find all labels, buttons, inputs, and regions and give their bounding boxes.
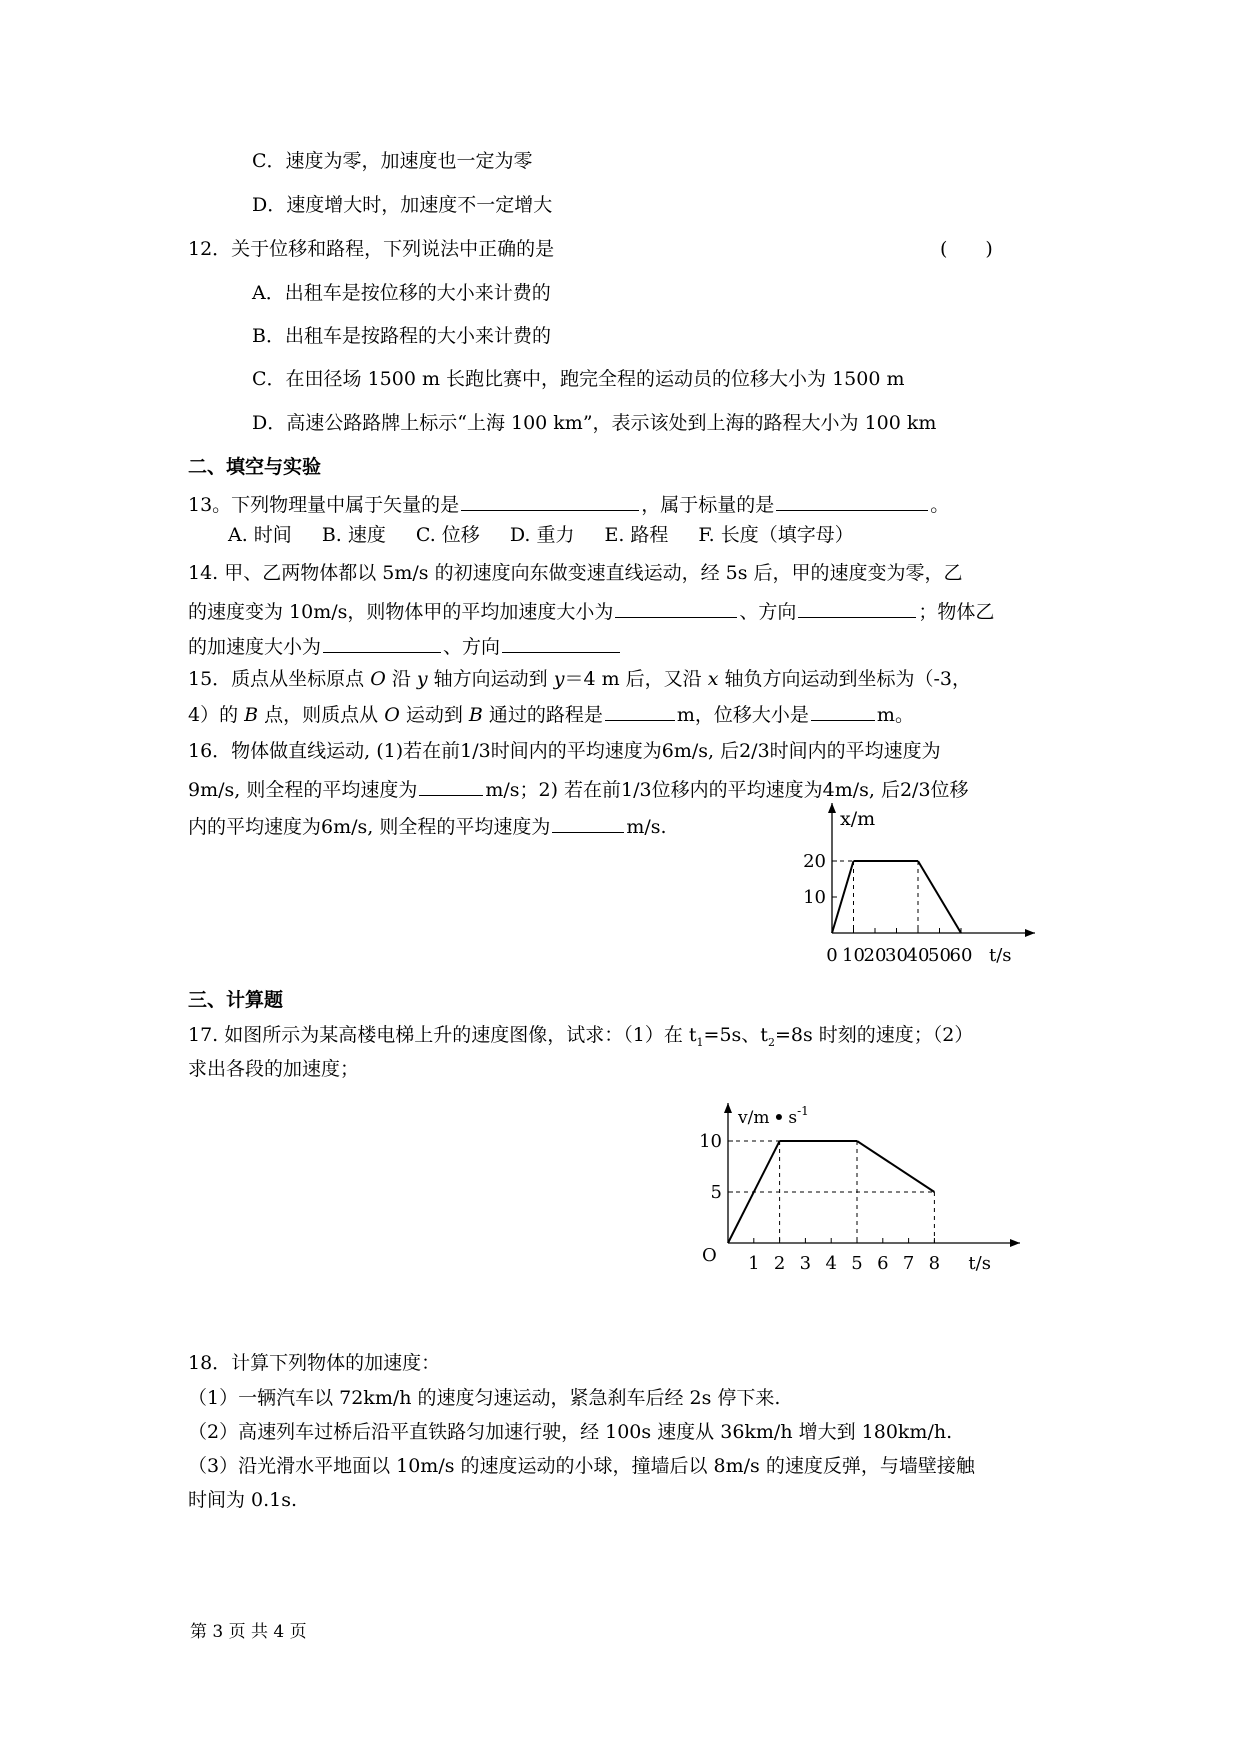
y-tick-label: 10: [803, 887, 826, 908]
q17-subscript: 2: [767, 1035, 775, 1049]
q15-text: 轴方向运动到: [427, 668, 554, 690]
y-tick-label: 20: [803, 851, 826, 872]
q16-line-3: [188, 812, 667, 840]
q15-line-2: [188, 700, 914, 728]
q14-yi-accel-blank[interactable]: [323, 632, 441, 653]
x-tick-label: 8: [928, 1253, 941, 1274]
q18-part-1: （1）一辆汽车以 72km/h 的速度匀速运动，紧急刹车后经 2s 停下来.: [188, 1387, 781, 1409]
x-tick-label: 10: [842, 945, 865, 966]
vt-graph: [700, 1095, 1040, 1305]
q15-var: O: [370, 668, 386, 690]
q15-text: m，位移大小是: [676, 704, 809, 726]
x-tick-label: 50: [928, 945, 951, 966]
q18-stem: 18．计算下列物体的加速度：: [188, 1352, 441, 1374]
q14-line-1: 14. 甲、乙两物体都以 5m/s 的初速度向东做变速直线运动，经 5s 后，甲的速度变为零，乙: [188, 562, 963, 584]
q18-part-2: （2）高速列车过桥后沿平直铁路匀加速行驶，经 100s 速度从 36km/h 增大到 180km/h.: [188, 1421, 953, 1443]
q17-text: 17. 如图所示为某高楼电梯上升的速度图像，试求：（1）在 t: [188, 1024, 697, 1046]
q14-line-2: [188, 597, 994, 625]
q17-text: =8s 时刻的速度；（2）: [774, 1024, 974, 1046]
q15-text: m。: [876, 704, 914, 726]
x-tick-label: 60: [949, 945, 973, 966]
q15-var: B: [244, 704, 259, 726]
x-tick-label: 30: [885, 945, 908, 966]
q15-text: 4）的: [188, 704, 245, 726]
x-tick-label: 1: [748, 1253, 760, 1274]
q18-part-3a: （3）沿光滑水平地面以 10m/s 的速度运动的小球，撞墙后以 8m/s 的速度反弹，与墙壁接触: [188, 1455, 975, 1477]
x-axis-arrow: [1025, 929, 1035, 937]
x-tick-label: 20: [863, 945, 887, 966]
q12-answer-paren: ( ): [940, 238, 993, 260]
q13-vector-blank[interactable]: [461, 490, 639, 511]
q14-yi-direction-blank[interactable]: [502, 632, 620, 653]
q15-text: ＝4 m 后，又沿: [564, 668, 708, 690]
y-axis-label-sup: -1: [797, 1104, 809, 1118]
y-tick-label: 5: [710, 1182, 722, 1203]
q12-option-b: B．出租车是按路程的大小来计费的: [252, 325, 551, 347]
q15-displacement-blank[interactable]: [811, 700, 875, 721]
q15-text: 通过的路程是: [482, 704, 603, 726]
q14-jia-direction-blank[interactable]: [798, 597, 916, 618]
graph-segment: [918, 861, 961, 933]
q14-text-3b: 、方向: [443, 636, 501, 658]
y-axis-label: [737, 1104, 809, 1128]
q13-option-d: D. 重力: [509, 524, 575, 546]
x-tick-label: 5: [851, 1253, 863, 1274]
q16-text: 9m/s, 则全程的平均速度为: [188, 779, 418, 801]
q13-option-e: E. 路程: [604, 524, 669, 546]
q15-var: x: [707, 668, 719, 690]
q15-text: 沿: [385, 668, 417, 690]
q12-option-d: D．高速公路路牌上标示“上海 100 km”，表示该处到上海的路程大小为 100 km: [252, 412, 937, 434]
graph-segment: [857, 1141, 934, 1192]
q16-text: m/s.: [626, 816, 667, 838]
q11-option-c: C．速度为零，加速度也一定为零: [252, 150, 533, 172]
q13-text-3: 。: [930, 494, 950, 516]
q13-text-1: 13。下列物理量中属于矢量的是: [188, 494, 460, 516]
x-tick-label: 6: [877, 1253, 889, 1274]
q13-option-f: F. 长度（填字母）: [698, 524, 854, 546]
q12-option-c: C．在田径场 1500 m 长跑比赛中，跑完全程的运动员的位移大小为 1500 m: [252, 368, 905, 390]
q13-stem: [188, 490, 949, 518]
q15-text: 运动到: [399, 704, 469, 726]
origin-label: O: [702, 1245, 717, 1266]
q18-part-3b: 时间为 0.1s.: [188, 1489, 298, 1511]
y-axis-label: x/m: [840, 808, 876, 830]
y-axis-label-main: v/m: [738, 1108, 770, 1128]
x-tick-label: 2: [773, 1253, 786, 1274]
page-footer: 第 3 页 共 4 页: [190, 1622, 307, 1642]
x-tick-label: 7: [902, 1253, 915, 1274]
q12-option-a: A．出租车是按位移的大小来计费的: [252, 282, 551, 304]
q14-jia-accel-blank[interactable]: [615, 597, 737, 618]
q15-text: 点，则质点从: [258, 704, 385, 726]
q15-line-1: [188, 666, 971, 692]
q13-option-b: B. 速度: [321, 524, 386, 546]
q14-text-2c: ；物体乙: [918, 601, 995, 623]
q13-text-2: ，属于标量的是: [641, 494, 775, 516]
x-tick-label: 0: [826, 945, 838, 966]
q16-avg-speed-blank-2[interactable]: [552, 812, 624, 833]
section-2-title: 二、填空与实验: [188, 456, 322, 478]
y-axis-label-dot: •: [773, 1108, 785, 1128]
q17-line-2: 求出各段的加速度；: [188, 1058, 360, 1080]
q14-text-2a: 的速度变为 10m/s，则物体甲的平均加速度大小为: [188, 601, 614, 623]
x-tick-label: 3: [799, 1253, 812, 1274]
q13-scalar-blank[interactable]: [776, 490, 928, 511]
q13-option-a: A. 时间: [228, 524, 292, 546]
q16-text: 内的平均速度为6m/s, 则全程的平均速度为: [188, 816, 551, 838]
q17-subscript: 1: [696, 1035, 704, 1049]
q11-option-d: D．速度增大时，加速度不一定增大: [252, 194, 553, 216]
q14-text-2b: 、方向: [739, 601, 797, 623]
q12-stem: 12．关于位移和路程，下列说法中正确的是: [188, 238, 555, 260]
x-axis-label: t/s: [989, 945, 1012, 966]
q15-var: y: [416, 668, 428, 690]
q15-text: 轴负方向运动到坐标为（-3，: [718, 668, 971, 690]
q16-text: m/s；2) 若在前1/3位移内的平均速度为4m/s, 后2/3位移: [485, 779, 969, 801]
q17-line-1: [188, 1022, 973, 1056]
q15-var: O: [384, 704, 400, 726]
x-tick-label: 40: [906, 945, 930, 966]
xt-graph: [803, 795, 1050, 975]
x-tick-label: 4: [825, 1253, 837, 1274]
q15-var: B: [468, 704, 483, 726]
q16-avg-speed-blank-1[interactable]: [419, 775, 483, 796]
q15-path-blank[interactable]: [605, 700, 675, 721]
q17-text: =5s、t: [703, 1024, 768, 1046]
y-axis-arrow: [724, 1103, 732, 1113]
q15-var: y: [553, 668, 565, 690]
q15-text: 15．质点从坐标原点: [188, 668, 371, 690]
q13-options: [228, 522, 884, 548]
q16-line-1: 16．物体做直线运动, (1)若在前1/3时间内的平均速度为6m/s, 后2/3时间内的平均速度为: [188, 740, 941, 762]
y-tick-label: 10: [699, 1131, 722, 1152]
x-axis-arrow: [1010, 1239, 1020, 1247]
y-axis-arrow: [828, 803, 836, 813]
q14-text-3a: 的加速度大小为: [188, 636, 322, 658]
y-axis-label-unit: s: [788, 1108, 798, 1128]
q14-line-3: [188, 632, 622, 660]
q13-option-c: C. 位移: [415, 524, 480, 546]
x-axis-label: t/s: [968, 1253, 991, 1274]
section-3-title: 三、计算题: [188, 989, 284, 1011]
